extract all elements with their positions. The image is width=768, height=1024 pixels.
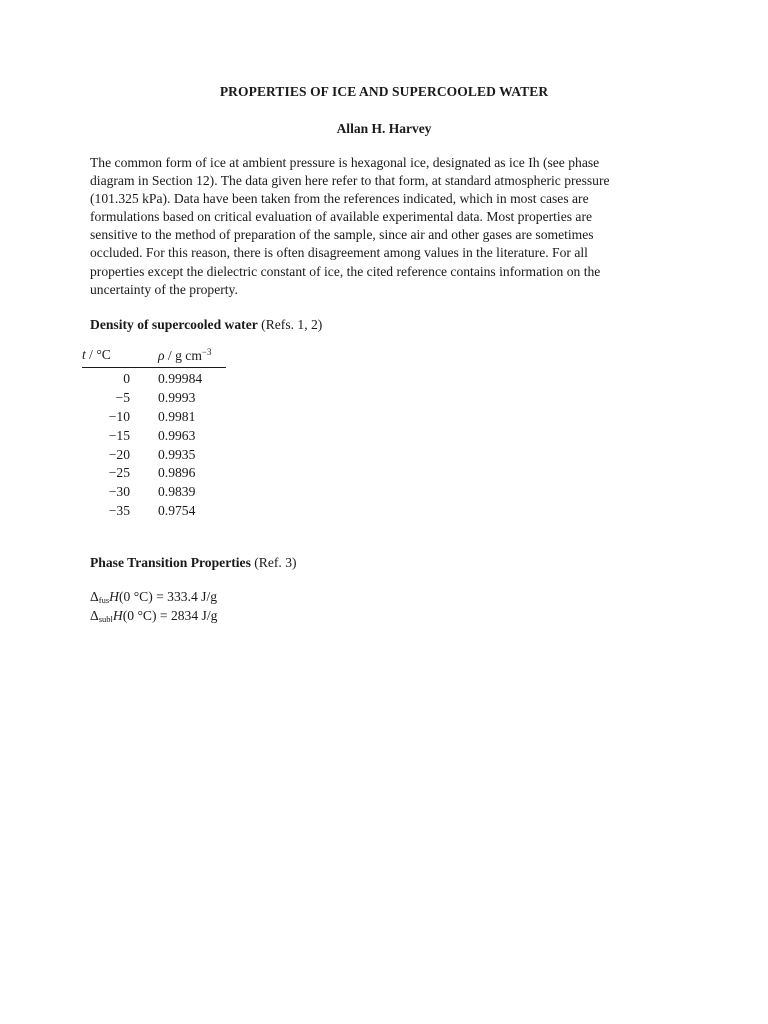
document-title: PROPERTIES OF ICE AND SUPERCOOLED WATER bbox=[219, 84, 549, 99]
table-row bbox=[82, 390, 226, 409]
column-header-density: ρ / g $cm^{-3}$ bbox=[153, 347, 226, 368]
phase-heading-title: Phase Transition Properties bbox=[90, 555, 251, 570]
intro-line: formulations based on critical evaluation of available experimental data. Most properties are bbox=[90, 209, 593, 225]
intro-line: sensitive to the method of preparation of the sample, since air and other gases are sometimes bbox=[90, 227, 594, 243]
temperature-cell: −10 bbox=[108, 408, 130, 424]
temperature-cell: −25 bbox=[108, 465, 130, 481]
temperature-cell: −30 bbox=[108, 484, 130, 500]
phase-section-heading bbox=[90, 555, 297, 571]
temperature-cell: −20 bbox=[108, 446, 130, 462]
table-row bbox=[82, 484, 226, 503]
intro-line: The common form of ice at ambient pressure is hexagonal ice, designated as ice Ih (see phase bbox=[90, 155, 600, 170]
temperature-cell: 0 bbox=[123, 371, 130, 386]
density-section-heading bbox=[90, 317, 322, 333]
phase-heading-refs: (Ref. 3) bbox=[254, 555, 297, 570]
table-header-row bbox=[82, 347, 226, 368]
enthalpy-of-fusion: $\Delta_{fus}H(0$ °C) = 333.4 J/g bbox=[90, 589, 218, 605]
intro-line: uncertainty of the property. bbox=[90, 281, 238, 297]
density-cell: 0.9993 bbox=[158, 389, 196, 405]
intro-line: (101.325 kPa). Data have been taken from the references indicated, which in most cases are bbox=[90, 191, 589, 207]
table-row bbox=[82, 447, 226, 466]
temperature-cell: −35 bbox=[108, 503, 130, 519]
density-cell: 0.99984 bbox=[158, 371, 203, 386]
density-heading-title: Density of supercooled water bbox=[90, 317, 258, 332]
table-row bbox=[82, 465, 226, 484]
density-heading-refs: (Refs. 1, 2) bbox=[261, 317, 323, 332]
table-row bbox=[82, 368, 226, 390]
table-row bbox=[82, 503, 226, 522]
intro-paragraph bbox=[90, 154, 672, 299]
table-row bbox=[82, 428, 226, 447]
table-row bbox=[82, 409, 226, 428]
document-author: Allan H. Harvey bbox=[336, 121, 432, 136]
density-cell: 0.9896 bbox=[158, 465, 196, 481]
intro-line: properties except the dielectric constant of ice, the cited reference contains information on the bbox=[90, 263, 601, 279]
column-header-temperature: t / °C bbox=[82, 347, 153, 368]
temperature-cell: −15 bbox=[108, 427, 130, 443]
intro-line: occluded. For this reason, there is often disagreement among values in the literature. For all bbox=[90, 245, 588, 261]
density-cell: 0.9754 bbox=[158, 503, 196, 519]
density-table bbox=[82, 347, 226, 522]
density-cell: 0.9935 bbox=[158, 446, 196, 462]
density-cell: 0.9963 bbox=[158, 427, 196, 443]
intro-line: diagram in Section 12). The data given here refer to that form, at standard atmospheric pressure bbox=[90, 173, 610, 189]
enthalpy-of-sublimation: $\Delta_{subl}H(0$ °C) = 2834 J/g bbox=[90, 608, 218, 624]
density-cell: 0.9839 bbox=[158, 484, 196, 500]
density-cell: 0.9981 bbox=[158, 408, 196, 424]
temperature-cell: −5 bbox=[115, 389, 130, 405]
